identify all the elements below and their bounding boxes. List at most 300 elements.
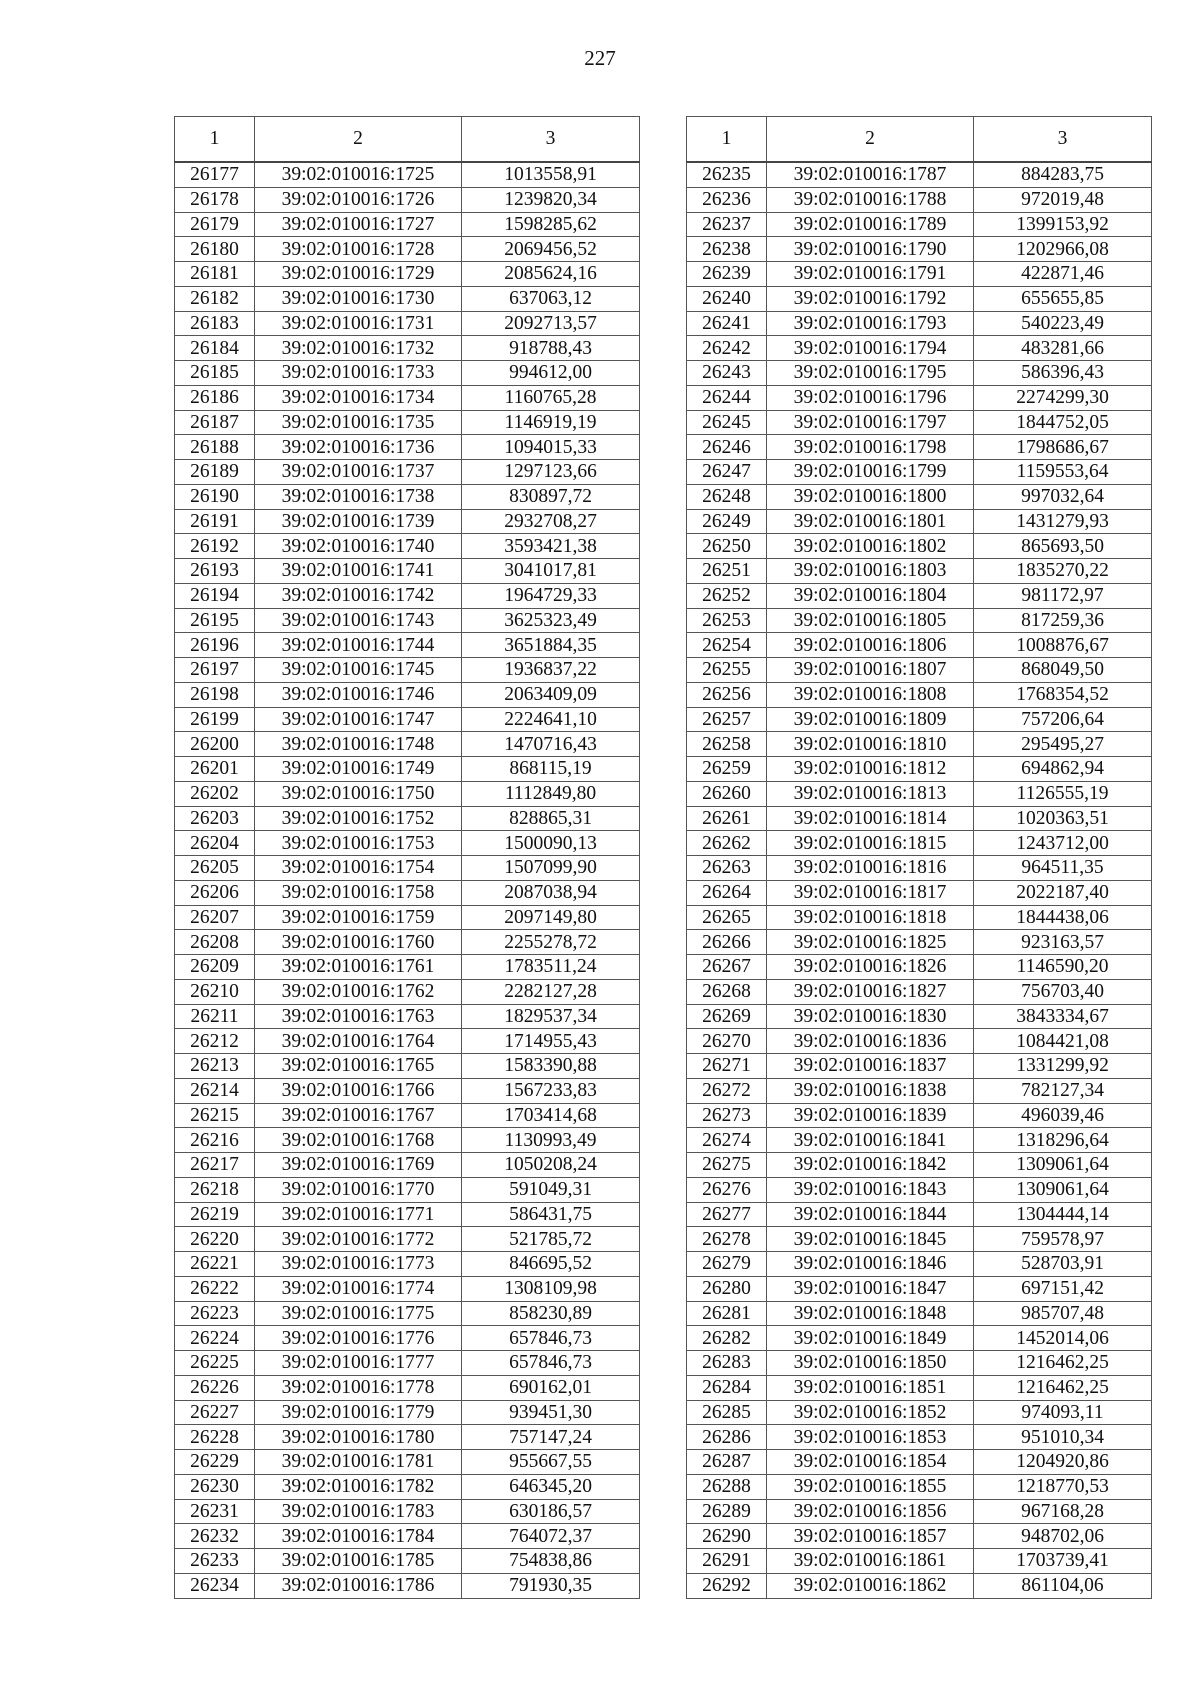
cadastral-number-cell: 39:02:010016:1862 (767, 1573, 974, 1598)
table-row (175, 361, 640, 386)
row-number-cell: 26187 (175, 410, 255, 435)
table-row (175, 187, 640, 212)
table-row (175, 237, 640, 262)
row-number-cell: 26282 (687, 1326, 767, 1351)
value-cell: 791930,35 (462, 1573, 640, 1598)
table-row (175, 286, 640, 311)
value-cell: 1008876,67 (974, 633, 1152, 658)
table-row (687, 608, 1152, 633)
value-cell: 521785,72 (462, 1227, 640, 1252)
row-number-cell: 26267 (687, 955, 767, 980)
value-cell: 828865,31 (462, 806, 640, 831)
value-cell: 528703,91 (974, 1252, 1152, 1277)
row-number-cell: 26252 (687, 583, 767, 608)
row-number-cell: 26280 (687, 1276, 767, 1301)
value-cell: 764072,37 (462, 1524, 640, 1549)
value-cell: 1318296,64 (974, 1128, 1152, 1153)
value-cell: 657846,73 (462, 1351, 640, 1376)
table-row (687, 559, 1152, 584)
table-row (175, 1103, 640, 1128)
value-cell: 1112849,80 (462, 781, 640, 806)
table-row (687, 1004, 1152, 1029)
table-row (687, 509, 1152, 534)
table-row (175, 781, 640, 806)
table-row (687, 212, 1152, 237)
table-row (687, 1351, 1152, 1376)
row-number-cell: 26232 (175, 1524, 255, 1549)
row-number-cell: 26211 (175, 1004, 255, 1029)
cadastral-number-cell: 39:02:010016:1725 (255, 162, 462, 187)
table-row (175, 1054, 640, 1079)
table-row (687, 905, 1152, 930)
row-number-cell: 26184 (175, 336, 255, 361)
cadastral-number-cell: 39:02:010016:1843 (767, 1177, 974, 1202)
row-number-cell: 26269 (687, 1004, 767, 1029)
table-row (687, 707, 1152, 732)
table-row (175, 1078, 640, 1103)
value-cell: 1583390,88 (462, 1054, 640, 1079)
row-number-cell: 26219 (175, 1202, 255, 1227)
cadastral-number-cell: 39:02:010016:1861 (767, 1549, 974, 1574)
row-number-cell: 26290 (687, 1524, 767, 1549)
cadastral-number-cell: 39:02:010016:1784 (255, 1524, 462, 1549)
value-cell: 1835270,22 (974, 559, 1152, 584)
cadastral-number-cell: 39:02:010016:1855 (767, 1474, 974, 1499)
value-cell: 3843334,67 (974, 1004, 1152, 1029)
value-cell: 1243712,00 (974, 831, 1152, 856)
value-cell: 637063,12 (462, 286, 640, 311)
table-row (687, 732, 1152, 757)
cadastral-number-cell: 39:02:010016:1806 (767, 633, 974, 658)
value-cell: 985707,48 (974, 1301, 1152, 1326)
value-cell: 1964729,33 (462, 583, 640, 608)
value-cell: 846695,52 (462, 1252, 640, 1277)
cadastral-number-cell: 39:02:010016:1851 (767, 1375, 974, 1400)
cadastral-number-cell: 39:02:010016:1817 (767, 880, 974, 905)
right-table-body (687, 162, 1152, 1598)
value-cell: 972019,48 (974, 187, 1152, 212)
row-number-cell: 26199 (175, 707, 255, 732)
value-cell: 3041017,81 (462, 559, 640, 584)
table-row (175, 1499, 640, 1524)
value-cell: 1714955,43 (462, 1029, 640, 1054)
row-number-cell: 26271 (687, 1054, 767, 1079)
table-row (687, 286, 1152, 311)
cadastral-number-cell: 39:02:010016:1739 (255, 509, 462, 534)
cadastral-number-cell: 39:02:010016:1848 (767, 1301, 974, 1326)
row-number-cell: 26183 (175, 311, 255, 336)
table-row (175, 658, 640, 683)
value-cell: 1160765,28 (462, 385, 640, 410)
table-row (175, 1326, 640, 1351)
row-number-cell: 26279 (687, 1252, 767, 1277)
cadastral-number-cell: 39:02:010016:1791 (767, 262, 974, 287)
table-row (175, 435, 640, 460)
value-cell: 1844438,06 (974, 905, 1152, 930)
left-table-body (175, 162, 640, 1598)
value-cell: 754838,86 (462, 1549, 640, 1574)
table-row (687, 955, 1152, 980)
value-cell: 422871,46 (974, 262, 1152, 287)
table-row (687, 1326, 1152, 1351)
row-number-cell: 26266 (687, 930, 767, 955)
value-cell: 861104,06 (974, 1573, 1152, 1598)
cadastral-number-cell: 39:02:010016:1726 (255, 187, 462, 212)
value-cell: 918788,43 (462, 336, 640, 361)
cadastral-number-cell: 39:02:010016:1827 (767, 979, 974, 1004)
cadastral-number-cell: 39:02:010016:1842 (767, 1153, 974, 1178)
value-cell: 657846,73 (462, 1326, 640, 1351)
value-cell: 483281,66 (974, 336, 1152, 361)
cadastral-number-cell: 39:02:010016:1801 (767, 509, 974, 534)
row-number-cell: 26241 (687, 311, 767, 336)
table-row (175, 1252, 640, 1277)
column-header-3: 3 (974, 117, 1152, 163)
value-cell: 630186,57 (462, 1499, 640, 1524)
cadastral-number-cell: 39:02:010016:1854 (767, 1450, 974, 1475)
cadastral-number-cell: 39:02:010016:1762 (255, 979, 462, 1004)
cadastral-number-cell: 39:02:010016:1734 (255, 385, 462, 410)
value-cell: 496039,46 (974, 1103, 1152, 1128)
table-row (687, 1153, 1152, 1178)
table-row (687, 682, 1152, 707)
table-row (175, 1474, 640, 1499)
cadastral-number-cell: 39:02:010016:1729 (255, 262, 462, 287)
cadastral-number-cell: 39:02:010016:1736 (255, 435, 462, 460)
page-number: 227 (584, 46, 616, 70)
table-row (175, 682, 640, 707)
cadastral-number-cell: 39:02:010016:1805 (767, 608, 974, 633)
cadastral-number-cell: 39:02:010016:1845 (767, 1227, 974, 1252)
value-cell: 295495,27 (974, 732, 1152, 757)
row-number-cell: 26224 (175, 1326, 255, 1351)
row-number-cell: 26243 (687, 361, 767, 386)
row-number-cell: 26255 (687, 658, 767, 683)
cadastral-number-cell: 39:02:010016:1738 (255, 484, 462, 509)
value-cell: 1703414,68 (462, 1103, 640, 1128)
cadastral-number-cell: 39:02:010016:1839 (767, 1103, 974, 1128)
row-number-cell: 26235 (687, 162, 767, 187)
table-row (687, 484, 1152, 509)
value-cell: 1013558,91 (462, 162, 640, 187)
cadastral-number-cell: 39:02:010016:1838 (767, 1078, 974, 1103)
cadastral-number-cell: 39:02:010016:1763 (255, 1004, 462, 1029)
cadastral-number-cell: 39:02:010016:1753 (255, 831, 462, 856)
table-row (687, 460, 1152, 485)
row-number-cell: 26285 (687, 1400, 767, 1425)
cadastral-number-cell: 39:02:010016:1747 (255, 707, 462, 732)
table-row (175, 1375, 640, 1400)
row-number-cell: 26247 (687, 460, 767, 485)
row-number-cell: 26249 (687, 509, 767, 534)
row-number-cell: 26257 (687, 707, 767, 732)
row-number-cell: 26203 (175, 806, 255, 831)
row-number-cell: 26222 (175, 1276, 255, 1301)
header-row (687, 117, 1152, 163)
cadastral-number-cell: 39:02:010016:1830 (767, 1004, 974, 1029)
cadastral-number-cell: 39:02:010016:1767 (255, 1103, 462, 1128)
value-cell: 1431279,93 (974, 509, 1152, 534)
row-number-cell: 26276 (687, 1177, 767, 1202)
cadastral-number-cell: 39:02:010016:1790 (767, 237, 974, 262)
value-cell: 2069456,52 (462, 237, 640, 262)
table-row (687, 1177, 1152, 1202)
row-number-cell: 26214 (175, 1078, 255, 1103)
row-number-cell: 26253 (687, 608, 767, 633)
row-number-cell: 26283 (687, 1351, 767, 1376)
value-cell: 1202966,08 (974, 237, 1152, 262)
table-row (175, 1004, 640, 1029)
value-cell: 1130993,49 (462, 1128, 640, 1153)
table-row (175, 1177, 640, 1202)
cadastral-number-cell: 39:02:010016:1814 (767, 806, 974, 831)
value-cell: 1146919,19 (462, 410, 640, 435)
value-cell: 1844752,05 (974, 410, 1152, 435)
value-cell: 697151,42 (974, 1276, 1152, 1301)
cadastral-number-cell: 39:02:010016:1837 (767, 1054, 974, 1079)
row-number-cell: 26188 (175, 435, 255, 460)
cadastral-number-cell: 39:02:010016:1737 (255, 460, 462, 485)
row-number-cell: 26236 (687, 187, 767, 212)
cadastral-number-cell: 39:02:010016:1775 (255, 1301, 462, 1326)
value-cell: 586431,75 (462, 1202, 640, 1227)
value-cell: 2274299,30 (974, 385, 1152, 410)
column-header-1: 1 (687, 117, 767, 163)
row-number-cell: 26246 (687, 435, 767, 460)
column-header-3: 3 (462, 117, 640, 163)
value-cell: 1936837,22 (462, 658, 640, 683)
value-cell: 2063409,09 (462, 682, 640, 707)
row-number-cell: 26202 (175, 781, 255, 806)
cadastral-number-cell: 39:02:010016:1752 (255, 806, 462, 831)
cadastral-number-cell: 39:02:010016:1785 (255, 1549, 462, 1574)
cadastral-number-cell: 39:02:010016:1774 (255, 1276, 462, 1301)
row-number-cell: 26193 (175, 559, 255, 584)
left-table-header (175, 117, 640, 163)
value-cell: 1309061,64 (974, 1153, 1152, 1178)
cadastral-number-cell: 39:02:010016:1794 (767, 336, 974, 361)
row-number-cell: 26200 (175, 732, 255, 757)
row-number-cell: 26228 (175, 1425, 255, 1450)
table-row (175, 979, 640, 1004)
row-number-cell: 26281 (687, 1301, 767, 1326)
table-row (175, 1029, 640, 1054)
table-row (687, 1276, 1152, 1301)
row-number-cell: 26239 (687, 262, 767, 287)
cadastral-number-cell: 39:02:010016:1771 (255, 1202, 462, 1227)
cadastral-number-cell: 39:02:010016:1735 (255, 410, 462, 435)
value-cell: 3625323,49 (462, 608, 640, 633)
cadastral-number-cell: 39:02:010016:1803 (767, 559, 974, 584)
value-cell: 3651884,35 (462, 633, 640, 658)
row-number-cell: 26226 (175, 1375, 255, 1400)
cadastral-number-cell: 39:02:010016:1792 (767, 286, 974, 311)
row-number-cell: 26291 (687, 1549, 767, 1574)
value-cell: 923163,57 (974, 930, 1152, 955)
table-row (175, 1351, 640, 1376)
table-row (687, 658, 1152, 683)
table-row (687, 237, 1152, 262)
value-cell: 1050208,24 (462, 1153, 640, 1178)
value-cell: 586396,43 (974, 361, 1152, 386)
cadastral-number-cell: 39:02:010016:1853 (767, 1425, 974, 1450)
value-cell: 2282127,28 (462, 979, 640, 1004)
value-cell: 974093,11 (974, 1400, 1152, 1425)
value-cell: 1239820,34 (462, 187, 640, 212)
cadastral-number-cell: 39:02:010016:1740 (255, 534, 462, 559)
cadastral-number-cell: 39:02:010016:1810 (767, 732, 974, 757)
row-number-cell: 26260 (687, 781, 767, 806)
cadastral-number-cell: 39:02:010016:1728 (255, 237, 462, 262)
cadastral-number-cell: 39:02:010016:1793 (767, 311, 974, 336)
value-cell: 868049,50 (974, 658, 1152, 683)
table-row (175, 336, 640, 361)
cadastral-number-cell: 39:02:010016:1758 (255, 880, 462, 905)
row-number-cell: 26274 (687, 1128, 767, 1153)
value-cell: 1126555,19 (974, 781, 1152, 806)
value-cell: 694862,94 (974, 757, 1152, 782)
row-number-cell: 26189 (175, 460, 255, 485)
value-cell: 782127,34 (974, 1078, 1152, 1103)
value-cell: 3593421,38 (462, 534, 640, 559)
row-number-cell: 26218 (175, 1177, 255, 1202)
table-row (687, 435, 1152, 460)
table-row (175, 1573, 640, 1598)
table-row (175, 1450, 640, 1475)
value-cell: 1829537,34 (462, 1004, 640, 1029)
table-row (175, 707, 640, 732)
cadastral-number-cell: 39:02:010016:1766 (255, 1078, 462, 1103)
column-header-2: 2 (255, 117, 462, 163)
cadastral-number-cell: 39:02:010016:1852 (767, 1400, 974, 1425)
row-number-cell: 26201 (175, 757, 255, 782)
table-row (687, 757, 1152, 782)
table-row (687, 806, 1152, 831)
row-number-cell: 26263 (687, 856, 767, 881)
left-table (174, 116, 640, 1599)
table-row (175, 385, 640, 410)
table-row (687, 534, 1152, 559)
value-cell: 1331299,92 (974, 1054, 1152, 1079)
value-cell: 981172,97 (974, 583, 1152, 608)
value-cell: 756703,40 (974, 979, 1152, 1004)
row-number-cell: 26227 (175, 1400, 255, 1425)
cadastral-number-cell: 39:02:010016:1802 (767, 534, 974, 559)
cadastral-number-cell: 39:02:010016:1798 (767, 435, 974, 460)
cadastral-number-cell: 39:02:010016:1778 (255, 1375, 462, 1400)
table-row (687, 583, 1152, 608)
cadastral-number-cell: 39:02:010016:1746 (255, 682, 462, 707)
row-number-cell: 26195 (175, 608, 255, 633)
row-number-cell: 26233 (175, 1549, 255, 1574)
value-cell: 994612,00 (462, 361, 640, 386)
value-cell: 759578,97 (974, 1227, 1152, 1252)
cadastral-number-cell: 39:02:010016:1818 (767, 905, 974, 930)
value-cell: 2022187,40 (974, 880, 1152, 905)
row-number-cell: 26289 (687, 1499, 767, 1524)
row-number-cell: 26180 (175, 237, 255, 262)
table-row (687, 1524, 1152, 1549)
value-cell: 646345,20 (462, 1474, 640, 1499)
row-number-cell: 26254 (687, 633, 767, 658)
cadastral-number-cell: 39:02:010016:1787 (767, 162, 974, 187)
table-row (687, 1202, 1152, 1227)
cadastral-number-cell: 39:02:010016:1769 (255, 1153, 462, 1178)
table-row (687, 1450, 1152, 1475)
cadastral-number-cell: 39:02:010016:1846 (767, 1252, 974, 1277)
row-number-cell: 26182 (175, 286, 255, 311)
row-number-cell: 26240 (687, 286, 767, 311)
row-number-cell: 26292 (687, 1573, 767, 1598)
table-row (175, 757, 640, 782)
right-table (686, 116, 1152, 1599)
value-cell: 865693,50 (974, 534, 1152, 559)
value-cell: 830897,72 (462, 484, 640, 509)
table-row (687, 1573, 1152, 1598)
value-cell: 967168,28 (974, 1499, 1152, 1524)
row-number-cell: 26251 (687, 559, 767, 584)
right-table-header (687, 117, 1152, 163)
table-row (175, 1549, 640, 1574)
table-row (687, 162, 1152, 187)
value-cell: 1598285,62 (462, 212, 640, 237)
table-row (687, 410, 1152, 435)
cadastral-number-cell: 39:02:010016:1732 (255, 336, 462, 361)
table-row (175, 162, 640, 187)
cadastral-number-cell: 39:02:010016:1748 (255, 732, 462, 757)
table-row (175, 930, 640, 955)
table-row (175, 856, 640, 881)
table-row (175, 1524, 640, 1549)
cadastral-number-cell: 39:02:010016:1779 (255, 1400, 462, 1425)
row-number-cell: 26181 (175, 262, 255, 287)
row-number-cell: 26179 (175, 212, 255, 237)
row-number-cell: 26242 (687, 336, 767, 361)
cadastral-number-cell: 39:02:010016:1754 (255, 856, 462, 881)
value-cell: 964511,35 (974, 856, 1152, 881)
row-number-cell: 26186 (175, 385, 255, 410)
value-cell: 997032,64 (974, 484, 1152, 509)
cadastral-number-cell: 39:02:010016:1733 (255, 361, 462, 386)
cadastral-number-cell: 39:02:010016:1781 (255, 1450, 462, 1475)
cadastral-number-cell: 39:02:010016:1743 (255, 608, 462, 633)
row-number-cell: 26277 (687, 1202, 767, 1227)
row-number-cell: 26265 (687, 905, 767, 930)
value-cell: 858230,89 (462, 1301, 640, 1326)
cadastral-number-cell: 39:02:010016:1727 (255, 212, 462, 237)
value-cell: 2224641,10 (462, 707, 640, 732)
row-number-cell: 26178 (175, 187, 255, 212)
row-number-cell: 26237 (687, 212, 767, 237)
row-number-cell: 26191 (175, 509, 255, 534)
table-row (687, 831, 1152, 856)
row-number-cell: 26194 (175, 583, 255, 608)
cadastral-number-cell: 39:02:010016:1770 (255, 1177, 462, 1202)
value-cell: 757206,64 (974, 707, 1152, 732)
cadastral-number-cell: 39:02:010016:1730 (255, 286, 462, 311)
table-row (175, 732, 640, 757)
row-number-cell: 26268 (687, 979, 767, 1004)
value-cell: 1507099,90 (462, 856, 640, 881)
row-number-cell: 26275 (687, 1153, 767, 1178)
cadastral-number-cell: 39:02:010016:1773 (255, 1252, 462, 1277)
cadastral-number-cell: 39:02:010016:1765 (255, 1054, 462, 1079)
table-row (687, 262, 1152, 287)
cadastral-number-cell: 39:02:010016:1745 (255, 658, 462, 683)
cadastral-number-cell: 39:02:010016:1856 (767, 1499, 974, 1524)
table-row (687, 385, 1152, 410)
table-row (687, 880, 1152, 905)
